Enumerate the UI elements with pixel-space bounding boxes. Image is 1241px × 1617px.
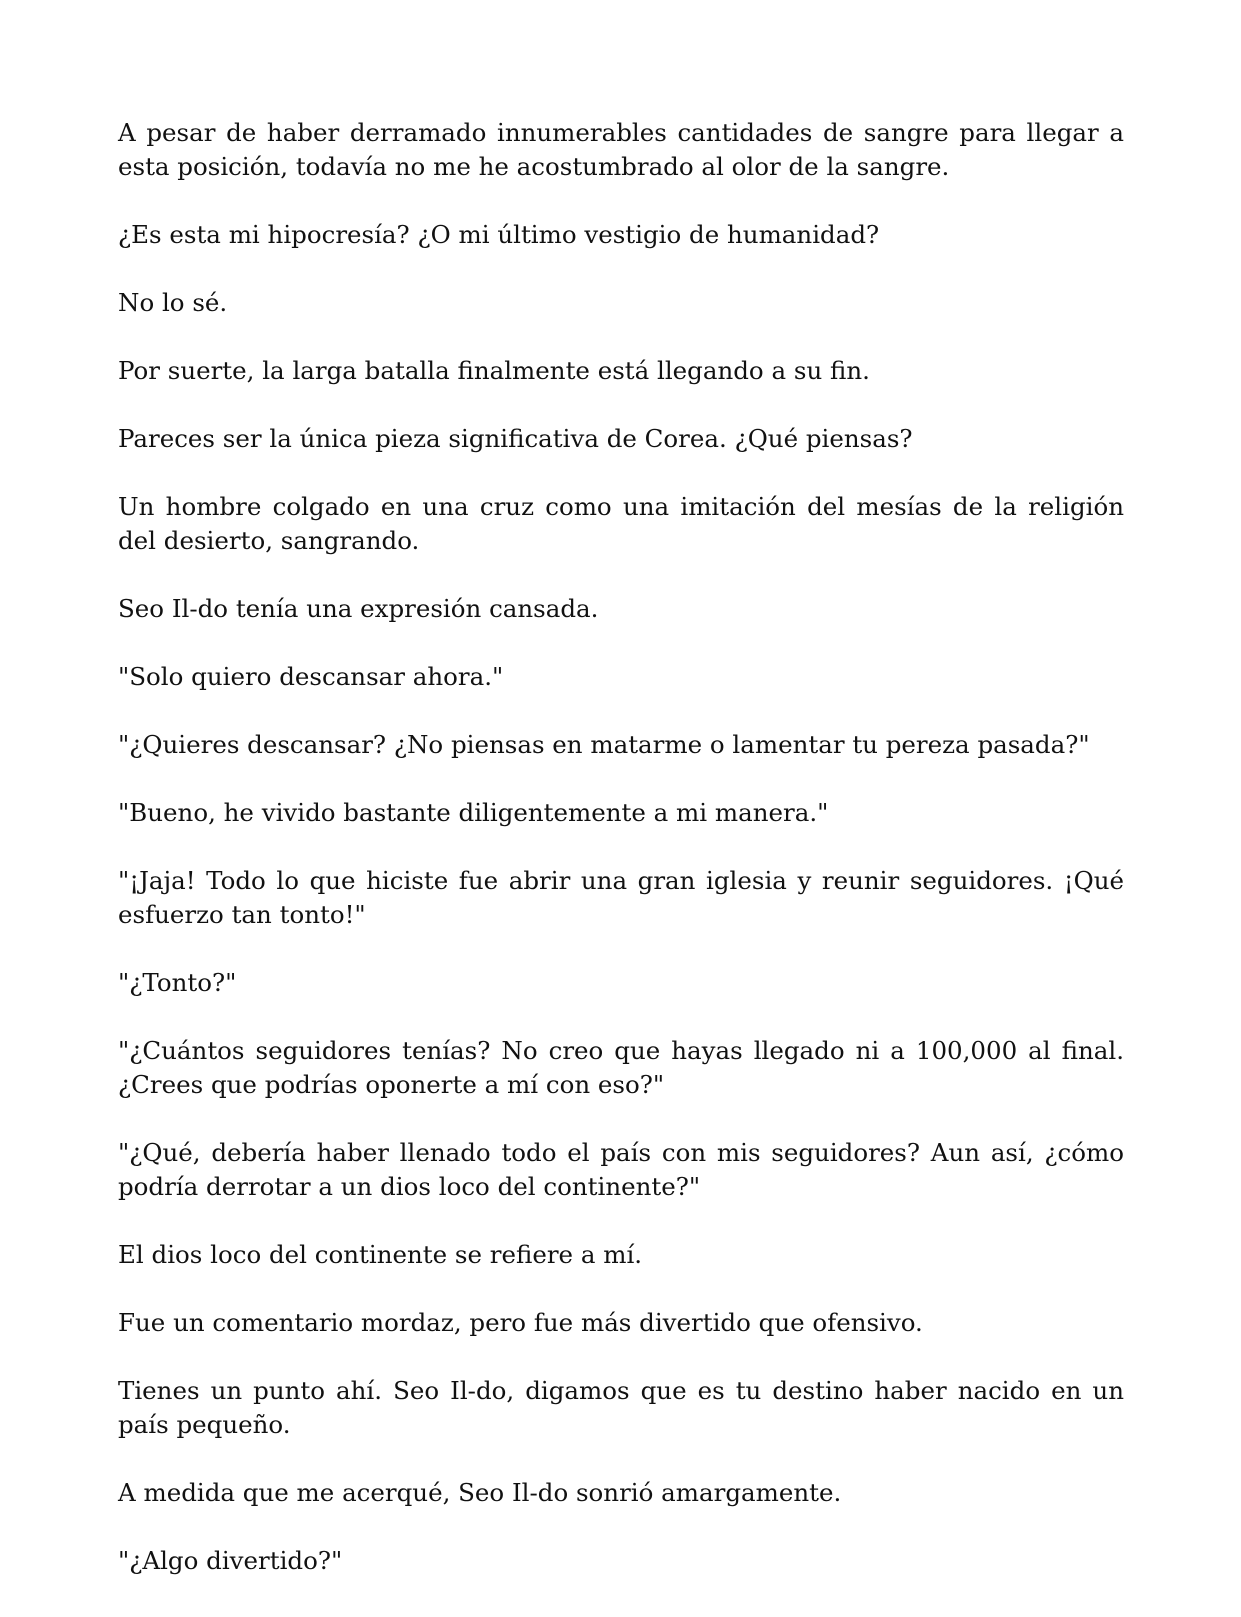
paragraph: "¿Tonto?": [118, 968, 237, 997]
paragraph: "Bueno, he vivido bastante diligentemente a mi manera.": [118, 798, 829, 827]
paragraph: A pesar de haber derramado innumerables cantidades de sangre para llegar a esta posición, todavía no me he acostumbrado al olor de la sangre.: [118, 118, 1124, 181]
document-body: [118, 116, 1124, 1612]
paragraph: Fue un comentario mordaz, pero fue más divertido que ofensivo.: [118, 1308, 923, 1337]
paragraph: Seo Il-do tenía una expresión cansada.: [118, 594, 599, 623]
paragraph: Un hombre colgado en una cruz como una imitación del mesías de la religión del desierto, sangrando.: [118, 492, 1124, 555]
paragraph: A medida que me acerqué, Seo Il-do sonrió amargamente.: [118, 1478, 842, 1507]
paragraph: "¿Qué, debería haber llenado todo el país con mis seguidores? Aun así, ¿cómo podría derrotar a un dios loco del continente?": [118, 1138, 1124, 1201]
paragraph: ¿Es esta mi hipocresía? ¿O mi último vestigio de humanidad?: [118, 220, 880, 249]
paragraph: "¿Quieres descansar? ¿No piensas en matarme o lamentar tu pereza pasada?": [118, 730, 1090, 759]
paragraph: "Solo quiero descansar ahora.": [118, 662, 504, 691]
paragraph: Tienes un punto ahí. Seo Il-do, digamos que es tu destino haber nacido en un país pequeño.: [118, 1376, 1124, 1439]
paragraph: "¿Cuántos seguidores tenías? No creo que hayas llegado ni a 100,000 al final. ¿Crees que podrías oponerte a mí con eso?": [118, 1036, 1124, 1099]
paragraph: Pareces ser la única pieza significativa de Corea. ¿Qué piensas?: [118, 424, 913, 453]
paragraph: No lo sé.: [118, 288, 228, 317]
paragraph: El dios loco del continente se refiere a mí.: [118, 1240, 643, 1269]
paragraph: Por suerte, la larga batalla finalmente está llegando a su fin.: [118, 356, 870, 385]
paragraph: "¡Jaja! Todo lo que hiciste fue abrir una gran iglesia y reunir seguidores. ¡Qué esfuerzo tan tonto!": [118, 866, 1124, 929]
paragraph: "¿Algo divertido?": [118, 1546, 343, 1575]
